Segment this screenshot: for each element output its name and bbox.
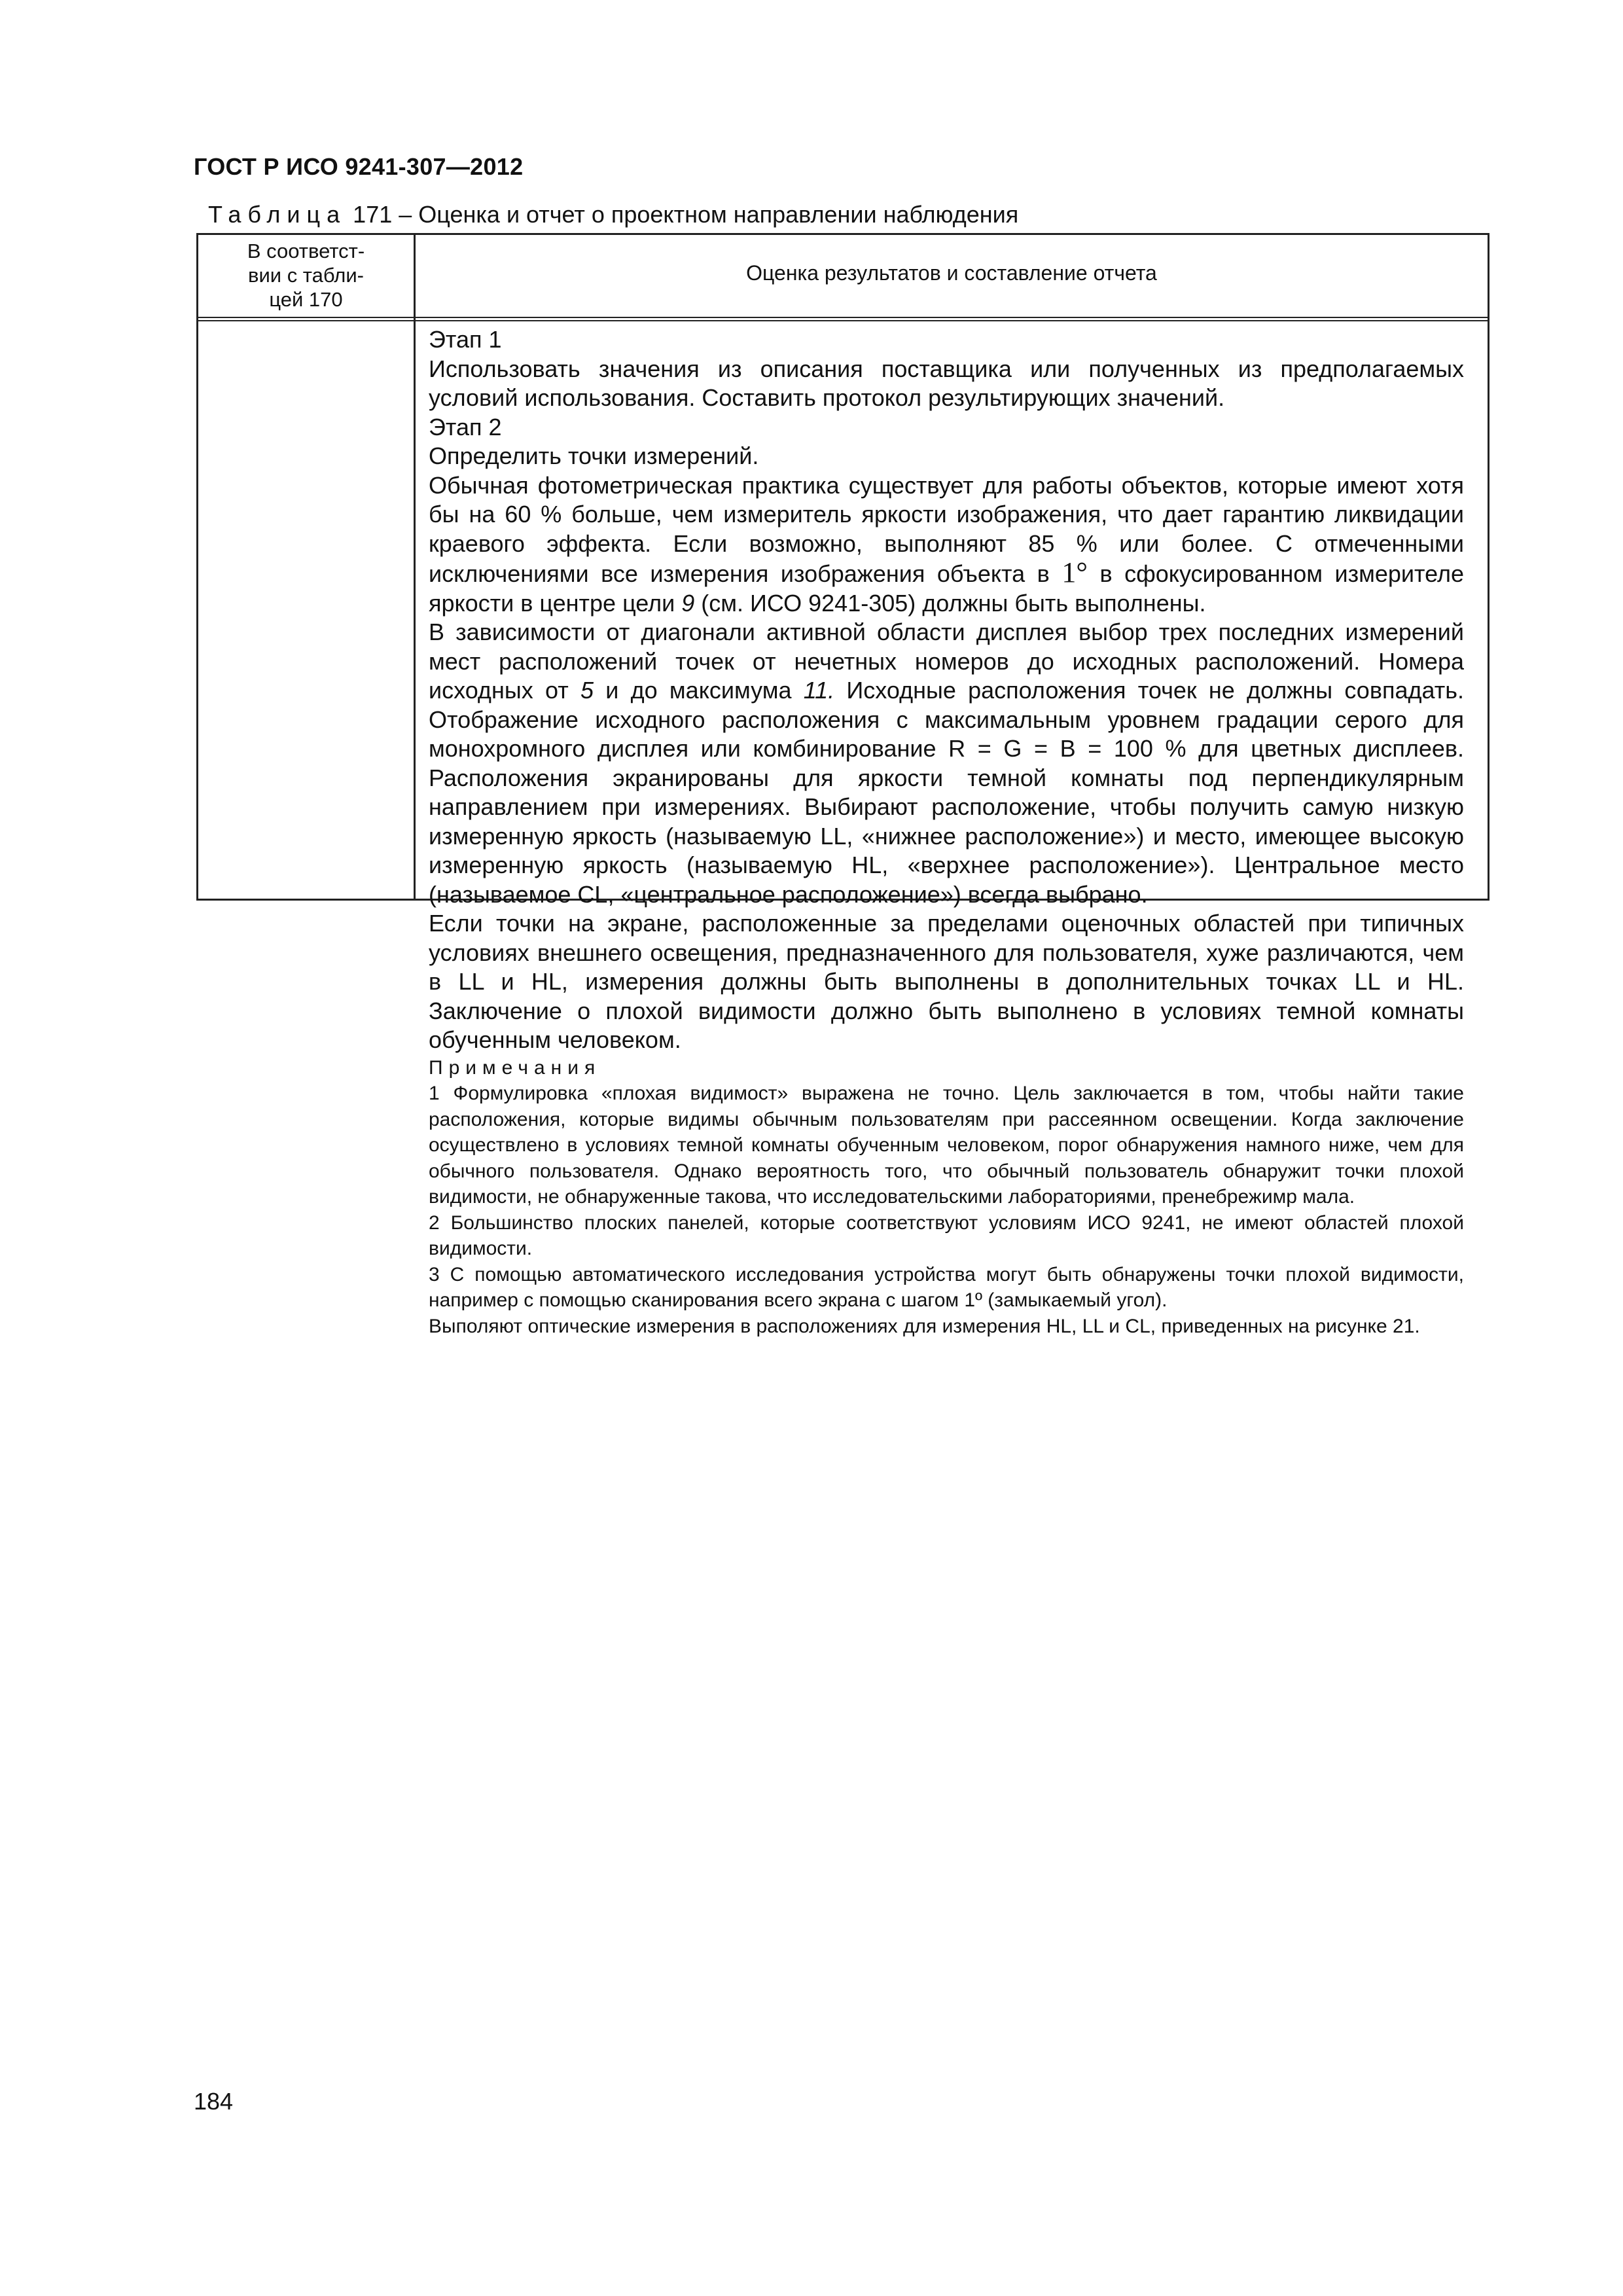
notes-block xyxy=(429,1055,1464,1340)
table-caption xyxy=(208,201,1018,228)
column-divider xyxy=(414,235,416,899)
stage-2-line: Определить точки измерений. xyxy=(429,442,759,469)
column-header-line: В соответст- xyxy=(247,240,365,262)
paragraph-poor-visibility: Если точки на экране, расположенные за пределами оценочных областей при типичных условиях внешнего освещения, предназначенного для пользователя, хуже различаются, чем в LL и HL, измерения должны быть выполнены в дополнительных точках LL и HL. Заключение о плохой видимости должно быть выполнено в условиях темной комнаты обученным человеком. xyxy=(429,910,1464,1053)
column-header-line: вии с табли- xyxy=(247,264,364,287)
evaluation-cell xyxy=(429,325,1464,1339)
notes-title: Примечания xyxy=(429,1056,601,1079)
note-4: Выполяют оптические измерения в расположениях для измерения HL, LL и CL, приведенных на рисунке 21. xyxy=(429,1315,1420,1337)
header-rule xyxy=(198,317,1488,318)
table-171 xyxy=(196,233,1489,1337)
note-2: 2 Большинство плоских панелей, которые соответствуют условиям ИСО 9241, не имеют областей плохой видимости. xyxy=(429,1211,1464,1259)
column-header-line: цей 170 xyxy=(269,288,343,311)
page-number: 184 xyxy=(194,2088,234,2115)
stage-1-title: Этап 1 xyxy=(429,326,502,353)
note-3: 3 С помощью автоматического исследования устройства могут быть обнаружены точки плохой видимости, например с помощью сканирования всего экрана с шагом 1º (замыкаемый угол). xyxy=(429,1263,1464,1311)
paragraph-locations: В зависимости от диагонали активной области дисплея выбор трех последних измерений мест расположений точек от нечетных номеров до исходных расположений. Номера исходных от 5 и до максимума 11. Исходные расположения точек не должны совпадать. Отображение исходного расположения с максимальным уровнем градации серого для монохромного дисплея или комбинирование R = G = B = 100 % для цветных дисплеев. Расположения экранированы для яркости темной комнаты под перпендикулярным направлением при измерениях. Выбирают расположение, чтобы получить самую низкую измеренную яркость (называемую LL, «нижнее расположение») и место, имеющее высокую измеренную яркость (называемую HL, «верхнее расположение»). Центральное место (называемое CL, «центральное расположение») всегда выбрано. xyxy=(429,619,1464,908)
table-caption-label: Таблица xyxy=(208,201,347,228)
note-1: 1 Формулировка «плохая видимост» выражена не точно. Цель заключается в том, чтобы найти такие расположения, которые видимы обычным пользователям при рассеянном освещении. Когда заключение осуществлено в условиях темной комнаты обученным человеком, порог обнаружения намного ниже, чем для обычного пользователя. Однако вероятность того, что обычный пользователь обнаружит точки плохой видимости, не обнаруженные такова, что исследовательскими лабораториями, пренебрежимр мала. xyxy=(429,1083,1464,1208)
stage-2-title: Этап 2 xyxy=(429,413,502,440)
stage-1-text: Использовать значения из описания поставщика или полученных из предполагаемых условий использования. Составить протокол результирующих значений. xyxy=(429,355,1464,411)
column-header-reference xyxy=(198,239,414,312)
degree-symbol: 1° xyxy=(1061,556,1088,588)
document-code: ГОСТ Р ИСО 9241-307—2012 xyxy=(194,153,524,180)
header-rule-double xyxy=(198,320,1488,321)
column-header-evaluation: Оценка результатов и составление отчета xyxy=(746,261,1157,285)
table-caption-text: 171 – Оценка и отчет о проектном направлении наблюдения xyxy=(353,201,1019,228)
paragraph-photometric: Обычная фотометрическая практика существует для работы объектов, которые имеют хотя бы на 60 % больше, чем измеритель яркости изображения, что дает гарантию ликвидации краевого эффекта. Если возможно, выполняют 85 % или более. С отмеченными исключениями все измерения изображения объекта в 1° в сфокусированном измерителе яркости в центре цели 9 (см. ИСО 9241-305) должны быть выполнены. xyxy=(429,471,1464,617)
